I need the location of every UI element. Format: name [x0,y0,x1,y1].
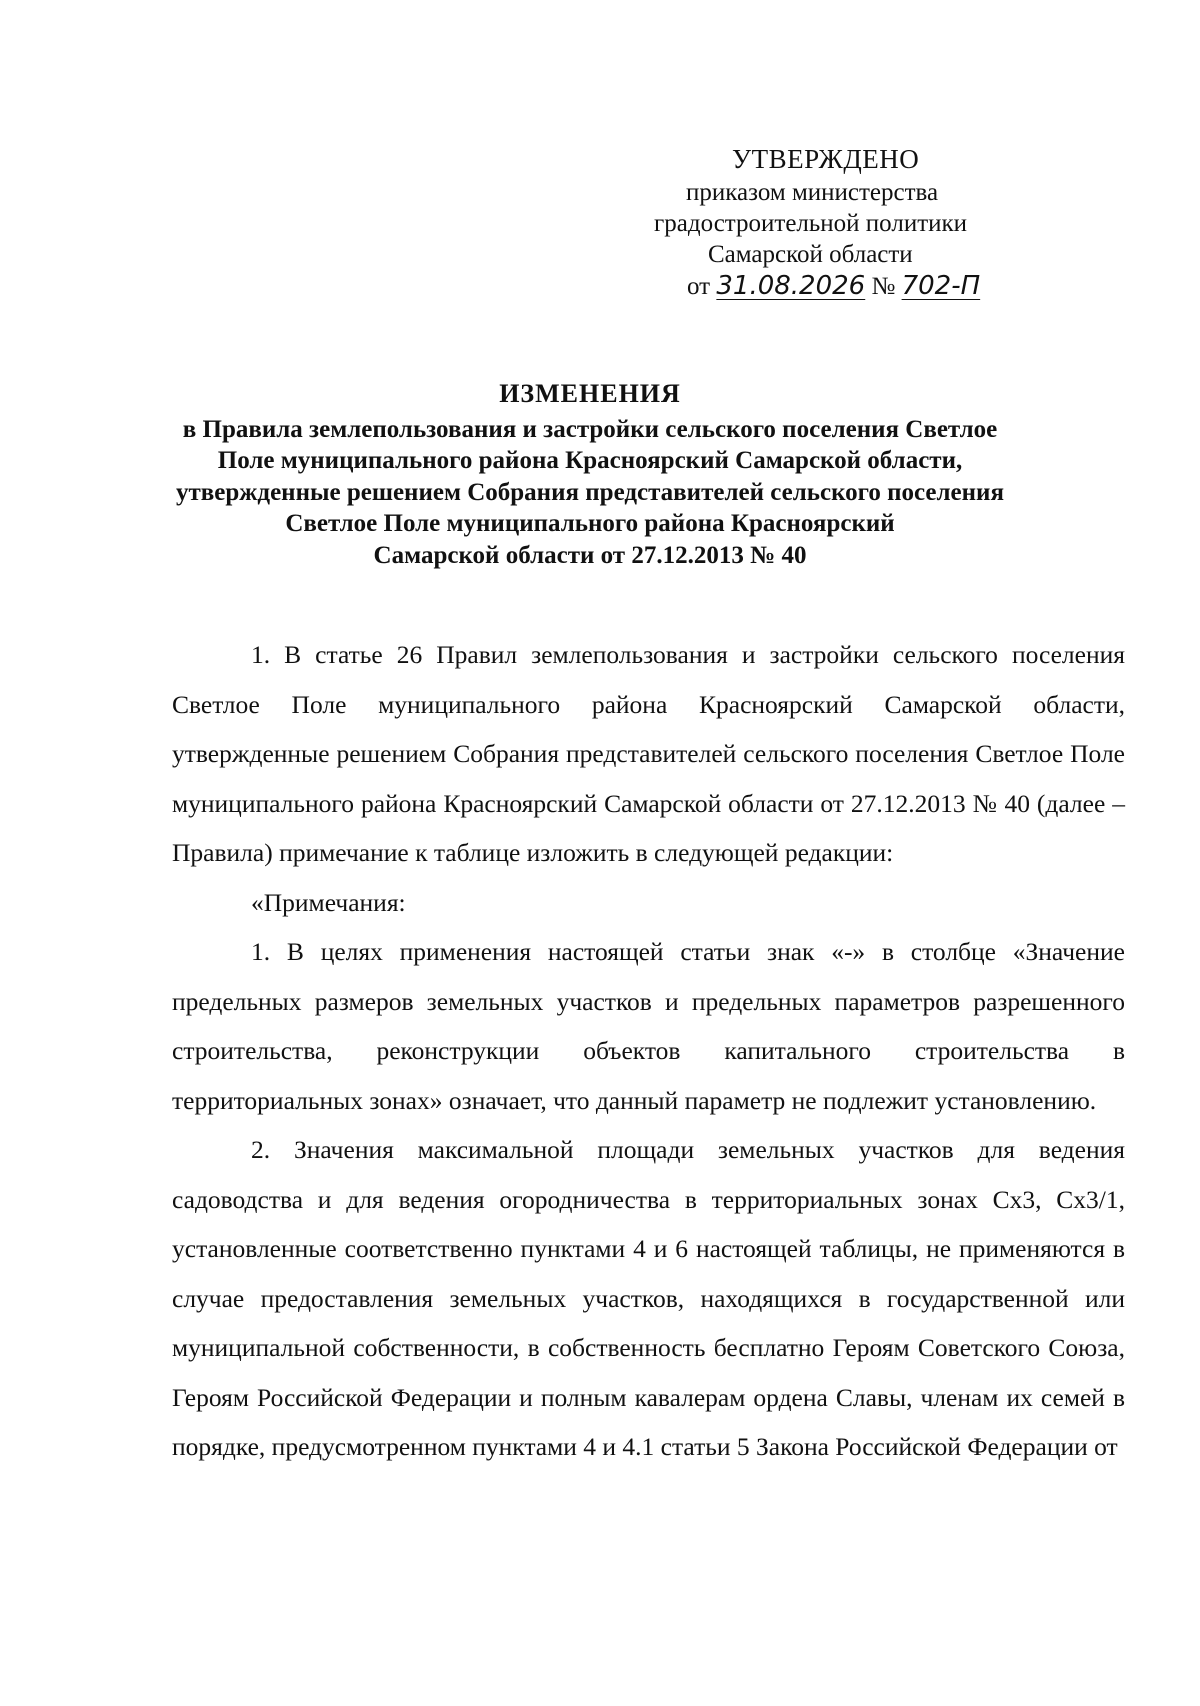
approval-line-policy: градостроительной политики [654,210,968,237]
heading-line-1: в Правила землепользования и застройки сельского поселения Светлое [182,415,998,443]
paragraph-notes-heading: «Примечания: [251,887,406,917]
approval-title: УТВЕРЖДЕНО [732,144,920,174]
heading-title: ИЗМЕНЕНИЯ [499,379,681,408]
approval-line-region: Самарской области [708,241,913,268]
approval-date-handwritten: 31.08.2026 [716,271,866,301]
heading-line-5: Самарской области от 27.12.2013 № 40 [373,541,807,569]
approval-reference-line [687,269,980,304]
paragraph-note-1: 1. В целях применения настоящей статьи знак «-» в столбце «Значение предельных размеров земельных участков и предельных параметров разрешенного строительства, реконструкции объектов капитального строительства в территориальных зонах» означает, что данный параметр не подлежит установлению. [172,937,1125,1115]
heading-line-4: Светлое Поле муниципального района Красноярский [285,510,895,537]
approval-number-label: № [871,273,896,300]
approval-from-label: от [687,273,711,300]
heading-line-3: утвержденные решением Собрания представителей сельского поселения [176,478,1004,506]
document-body [172,630,1125,1472]
heading-line-2: Поле муниципального района Красноярский Самарской области, [217,447,963,474]
approval-line-ministry: приказом министерства [686,179,939,206]
document-heading [140,378,1040,571]
paragraph-note-2: 2. Значения максимальной площади земельных участков для ведения садоводства и для ведения огородничества в территориальных зонах Сх3, Сх3/1, установленные соответственно пунктами 4 и 6 настоящей таблицы, не применяются в случае предоставления земельных участков, находящихся в государственной или муниципальной собственности, в собственность бесплатно Героям Советского Союза, Героям Российской Федерации и полным кавалерам ордена Славы, членам их семей в порядке, предусмотренном пунктами 4 и 4.1 статьи 5 Закона Российской Федерации от [172,1135,1125,1461]
approval-number-handwritten: 702-П [901,271,981,301]
paragraph-1: 1. В статье 26 Правил землепользования и застройки сельского поселения Светлое Поле муниципального района Красноярский Самарской области, утвержденные решением Собрания представителей сельского поселения Светлое Поле муниципального района Красноярский Самарской области от 27.12.2013 № 40 (далее – Правила) примечание к таблице изложить в следующей редакции: [172,640,1125,867]
